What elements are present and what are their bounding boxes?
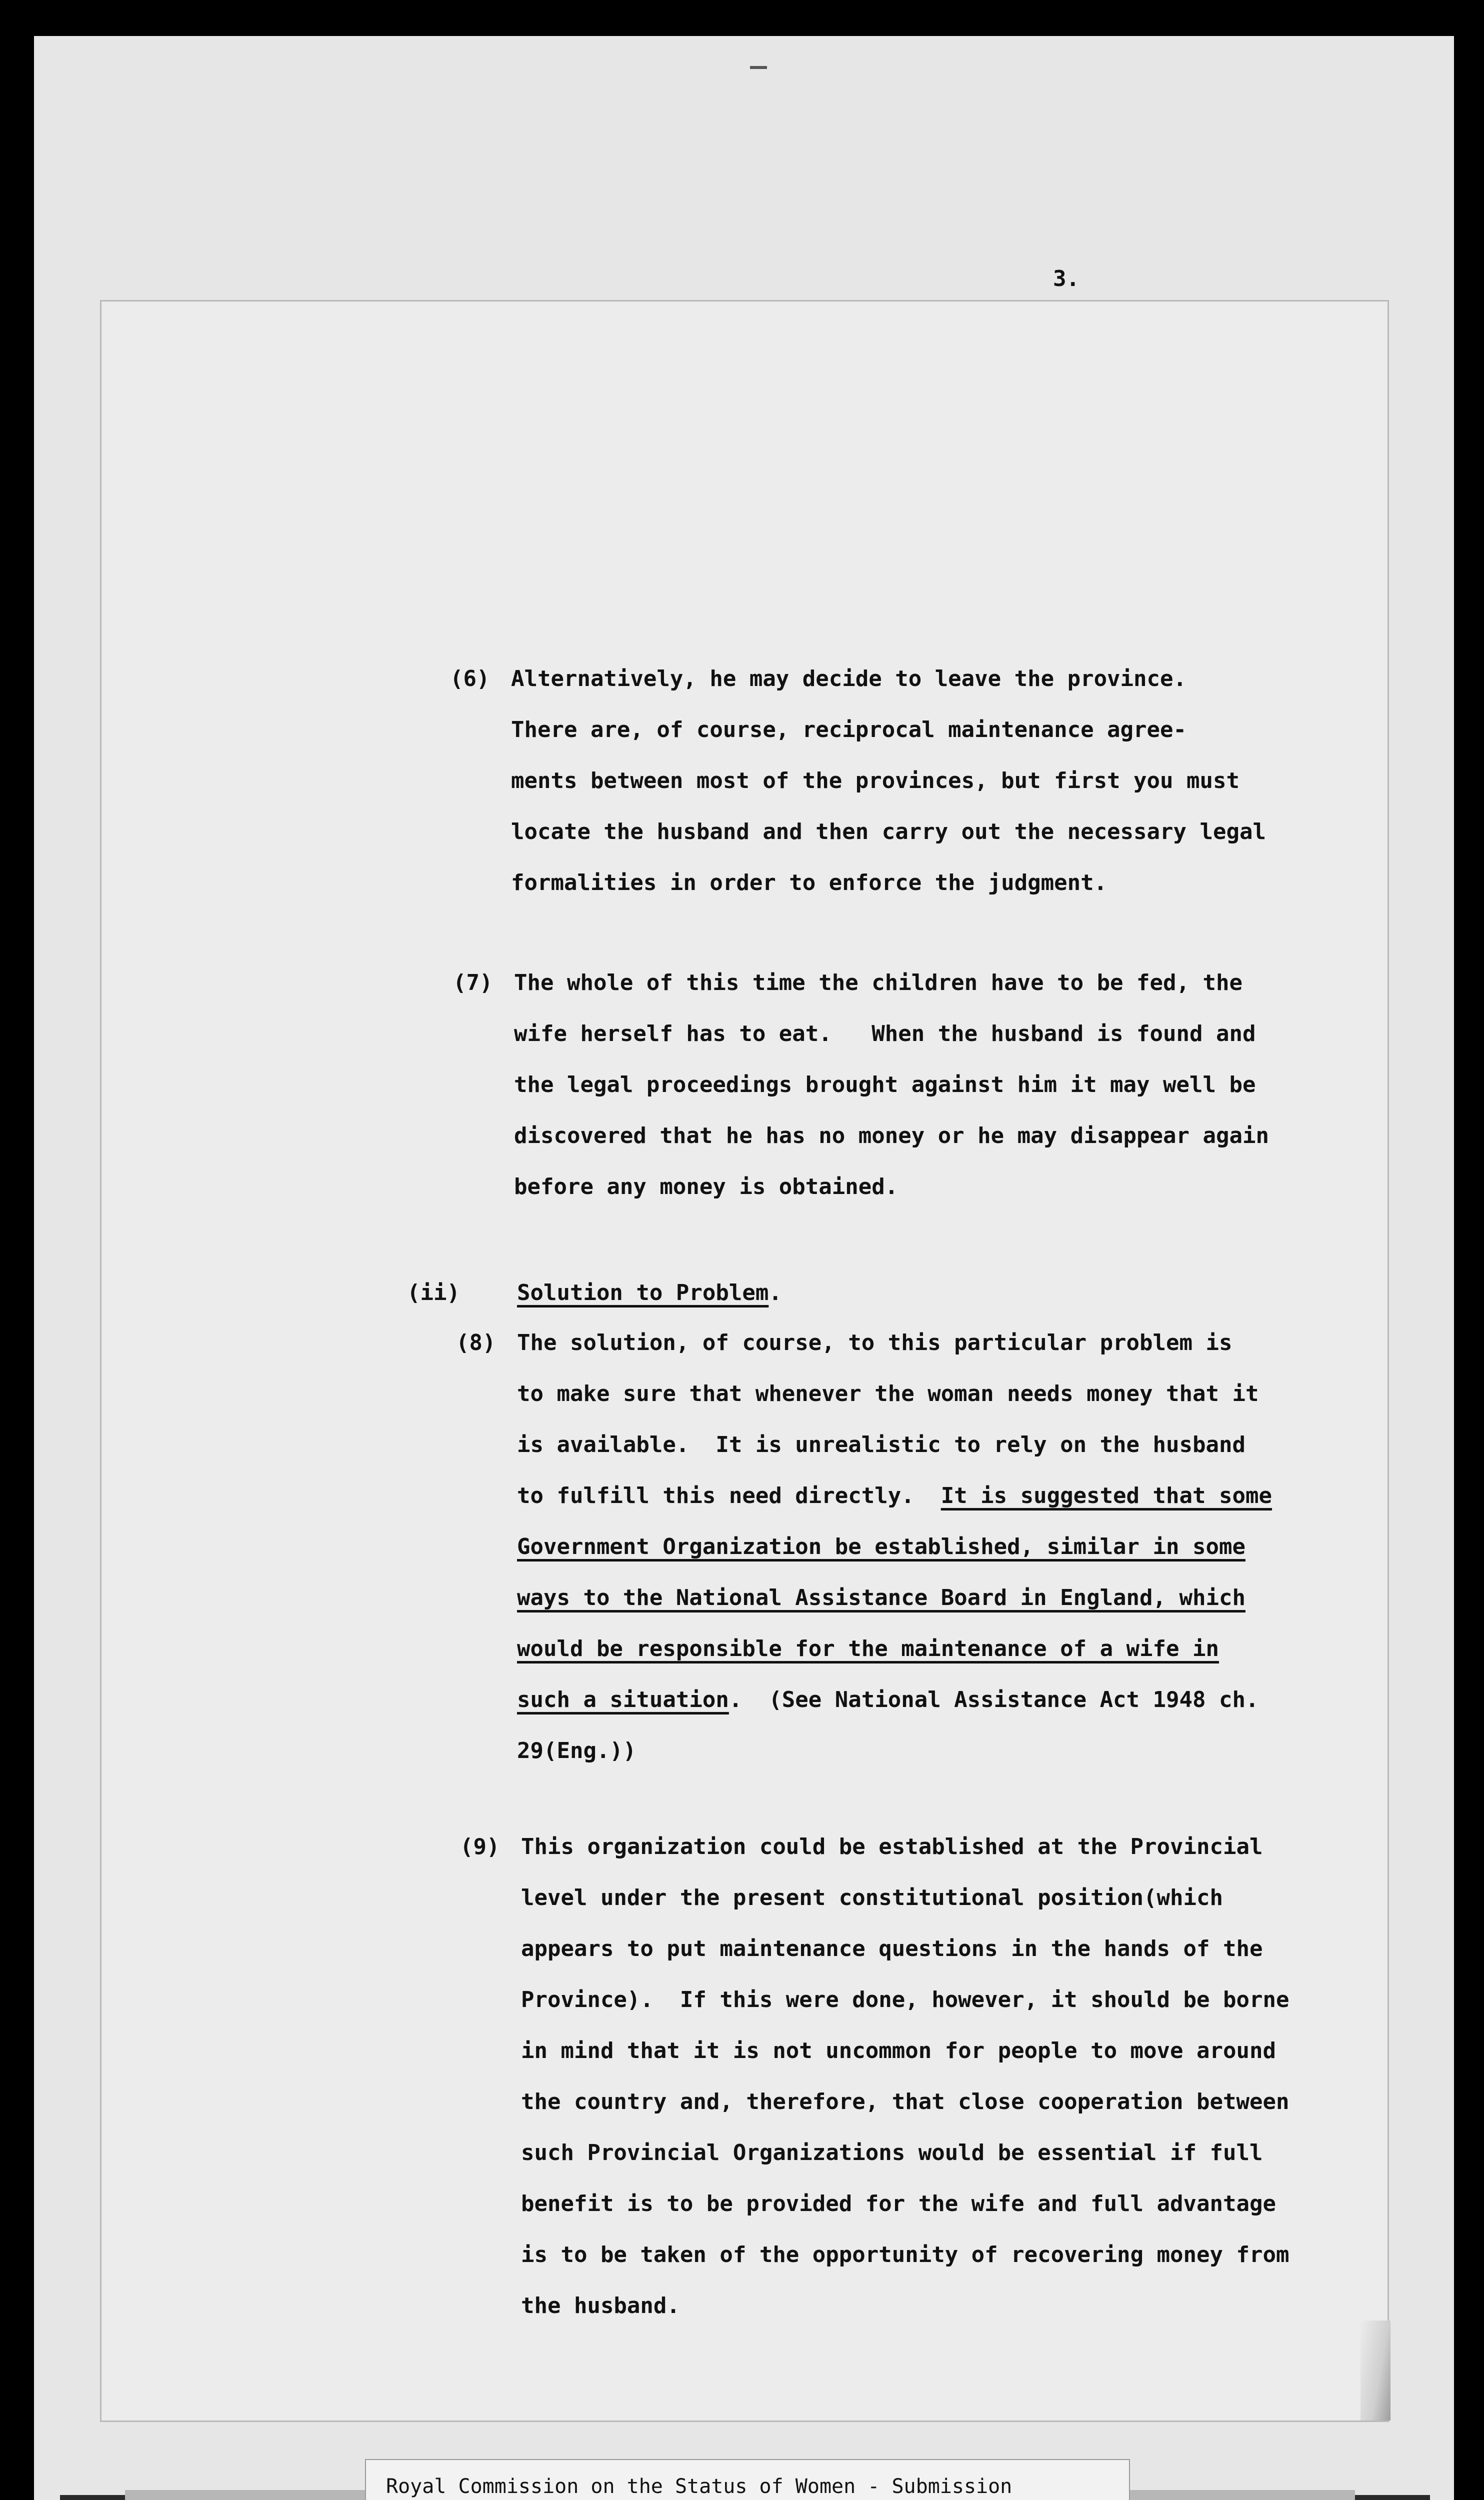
- paragraph-line: level under the present constitutional position(which: [521, 1885, 1223, 1910]
- paragraph-line: is available. It is unrealistic to rely on the husband: [517, 1432, 1246, 1458]
- paragraph-number: (6): [450, 666, 490, 692]
- border-shadow-right: [1350, 2495, 1430, 2500]
- paragraph-line: benefit is to be provided for the wife and full advantage: [521, 2191, 1276, 2216]
- section-title-suffix: .: [768, 1280, 782, 1306]
- paragraph-line: formalities in order to enforce the judgment.: [511, 870, 1108, 896]
- paragraph-line: The whole of this time the children have to be fed, the: [514, 970, 1242, 996]
- section-title-text: Solution to Problem: [517, 1280, 769, 1306]
- top-mark: [750, 66, 767, 69]
- paragraph-line: the husband.: [521, 2293, 680, 2318]
- paragraph-line: wife herself has to eat. When the husband is found and: [514, 1021, 1256, 1046]
- paragraph-number: (8): [456, 1330, 496, 1356]
- underlined-line: would be responsible for the maintenance of a wife in: [517, 1636, 1219, 1662]
- paragraph-line: There are, of course, reciprocal maintenance agree-: [511, 717, 1187, 742]
- paragraph-line: before any money is obtained.: [514, 1174, 898, 1200]
- line-plain-text: . (See National Assistance Act 1948 ch.: [728, 1687, 1259, 1712]
- reference-label: [365, 2459, 1130, 2500]
- paragraph-line: Alternatively, he may decide to leave the province.: [511, 666, 1187, 692]
- paragraph-line: ments between most of the provinces, but first you must: [511, 768, 1240, 794]
- paragraph-line: such Provincial Organizations would be essential if full: [521, 2140, 1263, 2166]
- border-shadow-left: [60, 2495, 130, 2500]
- paragraph-line: is to be taken of the opportunity of recovering money from: [521, 2242, 1290, 2268]
- paragraph-line: 29(Eng.)): [517, 1738, 636, 1764]
- paragraph-line: locate the husband and then carry out the necessary legal: [511, 819, 1266, 844]
- paragraph-line: to make sure that whenever the woman needs money that it: [517, 1381, 1259, 1406]
- label-line-1: Royal Commission on the Status of Women - Submission: [386, 2475, 1012, 2498]
- underlined-text: such a situation: [517, 1687, 729, 1712]
- paragraph-line: appears to put maintenance questions in the hands of the: [521, 1936, 1263, 1962]
- page-curl: [1360, 2320, 1390, 2420]
- paragraph-line: [517, 1687, 1258, 1712]
- underlined-line: Government Organization be established, similar in some: [517, 1534, 1246, 1560]
- page-number: 3.: [1053, 266, 1080, 292]
- paragraph-line: [517, 1483, 1272, 1508]
- paragraph-line: Province). If this were done, however, it should be borne: [521, 1987, 1290, 2012]
- underlined-line: ways to the National Assistance Board in England, which: [517, 1585, 1246, 1610]
- paragraph-number: (9): [460, 1834, 500, 1860]
- line-plain-text: to fulfill this need directly.: [517, 1483, 941, 1508]
- paragraph-line: the country and, therefore, that close cooperation between: [521, 2089, 1290, 2114]
- paragraph-line: in mind that it is not uncommon for people to move around: [521, 2038, 1276, 2064]
- section-title: [517, 1280, 782, 1306]
- paragraph-line: the legal proceedings brought against him it may well be: [514, 1072, 1256, 1098]
- paragraph-line: This organization could be established at the Provincial: [521, 1834, 1263, 1860]
- underlined-text: It is suggested that some: [940, 1483, 1272, 1508]
- paragraph-line: discovered that he has no money or he may disappear again: [514, 1123, 1269, 1148]
- paragraph-line: The solution, of course, to this particular problem is: [517, 1330, 1232, 1356]
- paragraph-number: (7): [453, 970, 493, 996]
- section-number: (ii): [407, 1280, 460, 1306]
